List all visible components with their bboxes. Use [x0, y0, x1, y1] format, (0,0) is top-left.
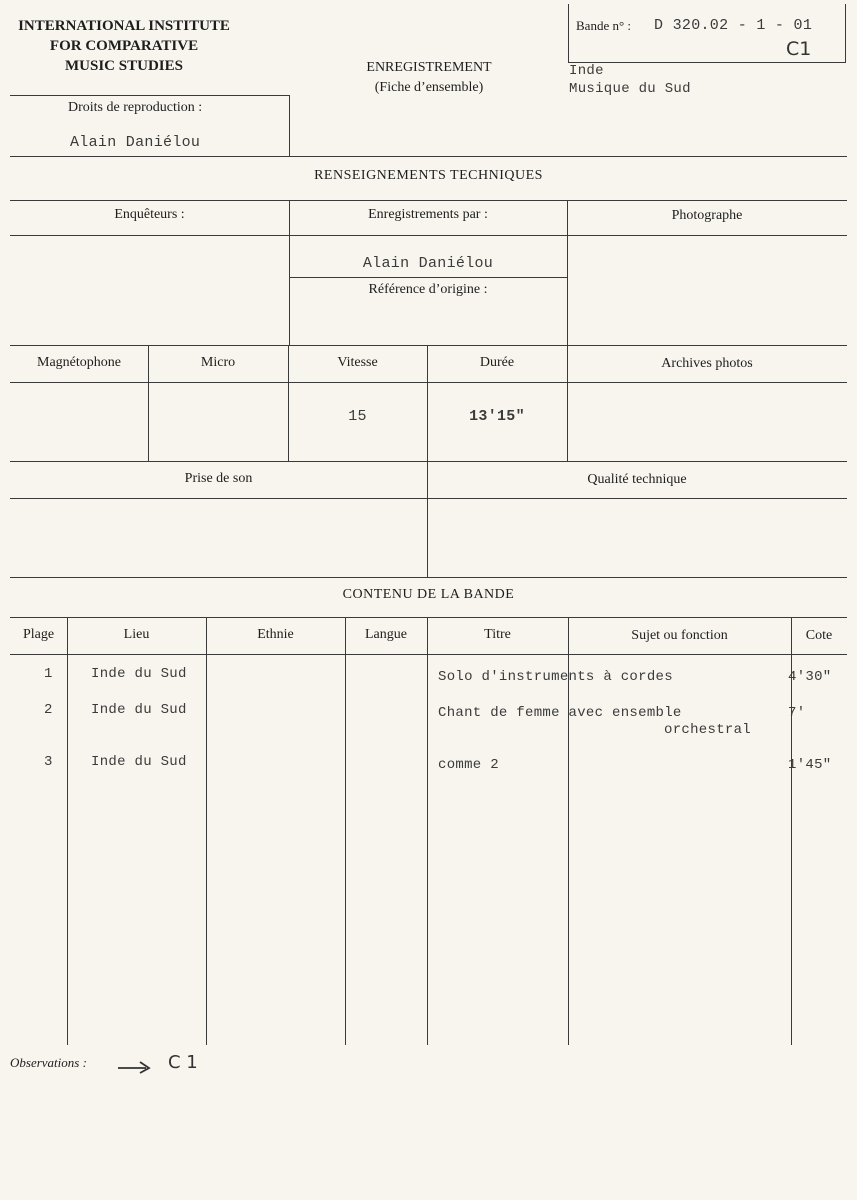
institute-line-3: MUSIC STUDIES: [65, 58, 183, 74]
observations-value: C 1: [168, 1052, 198, 1073]
technical-quality-label: Qualité technique: [587, 472, 687, 487]
row-1-plage: 1: [44, 666, 53, 682]
investigators-label: Enquêteurs :: [114, 207, 185, 222]
rights-value: Alain Daniélou: [70, 134, 201, 151]
row-3-plage: 3: [44, 754, 53, 770]
row-1-cote: 4'30": [788, 669, 832, 685]
institute-name: [10, 16, 238, 76]
row-3-titre: comme 2: [438, 757, 499, 773]
row-3-cote: 1'45": [788, 757, 832, 773]
arrow-icon: [116, 1058, 156, 1076]
sound-recording-label: Prise de son: [184, 471, 253, 486]
recorder-label: Magnétophone: [37, 355, 121, 370]
institute-line-2: FOR COMPARATIVE: [49, 38, 199, 54]
form-title: [340, 58, 518, 98]
row-1-lieu: Inde du Sud: [91, 666, 187, 682]
row-2-cote: 7': [788, 705, 806, 721]
form-title-sub: (Fiche d’ensemble): [374, 80, 484, 95]
photo-archive-label: Archives photos: [661, 356, 753, 371]
duration-label: Durée: [479, 355, 515, 370]
row-1-titre: Solo d'instruments à cordes: [438, 669, 673, 685]
header-titre: Titre: [484, 627, 511, 642]
row-2-plage: 2: [44, 702, 53, 718]
speed-value: 15: [348, 408, 367, 425]
row-3-lieu: Inde du Sud: [91, 754, 187, 770]
region-info: [569, 62, 691, 98]
photographer-label: Photographe: [671, 208, 743, 223]
tape-handwritten-code: C1: [786, 38, 812, 60]
rights-label: Droits de reproduction :: [68, 100, 203, 115]
speed-label: Vitesse: [337, 355, 378, 370]
tape-number-label: Bande n° :: [576, 18, 632, 33]
observations-label: Observations :: [10, 1055, 87, 1070]
recorded-by-label: Enregistrements par :: [368, 207, 488, 222]
header-langue: Langue: [365, 627, 407, 642]
header-sujet: Sujet ou fonction: [631, 628, 728, 643]
recorded-by-value: Alain Daniélou: [362, 255, 494, 272]
header-lieu: Lieu: [123, 627, 150, 642]
row-2-lieu: Inde du Sud: [91, 702, 187, 718]
origin-reference-label: Référence d’origine :: [368, 282, 488, 297]
contents-section-title: CONTENU DE LA BANDE: [342, 587, 515, 602]
institute-line-1: INTERNATIONAL INSTITUTE: [18, 18, 230, 34]
header-cote: Cote: [805, 628, 833, 643]
row-2-titre: Chant de femme avec ensemble: [438, 705, 682, 721]
header-ethnie: Ethnie: [257, 627, 294, 642]
duration-value: 13'15": [469, 408, 525, 425]
header-plage: Plage: [22, 627, 55, 642]
micro-label: Micro: [200, 355, 236, 370]
form-title-main: ENREGISTREMENT: [366, 60, 492, 75]
region-country: Inde: [569, 63, 604, 79]
row-2-titre-continued: orchestral: [664, 722, 752, 738]
tape-number: D 320.02 - 1 - 01: [654, 17, 813, 34]
region-music: Musique du Sud: [569, 81, 691, 97]
technical-section-title: RENSEIGNEMENTS TECHNIQUES: [314, 168, 543, 183]
